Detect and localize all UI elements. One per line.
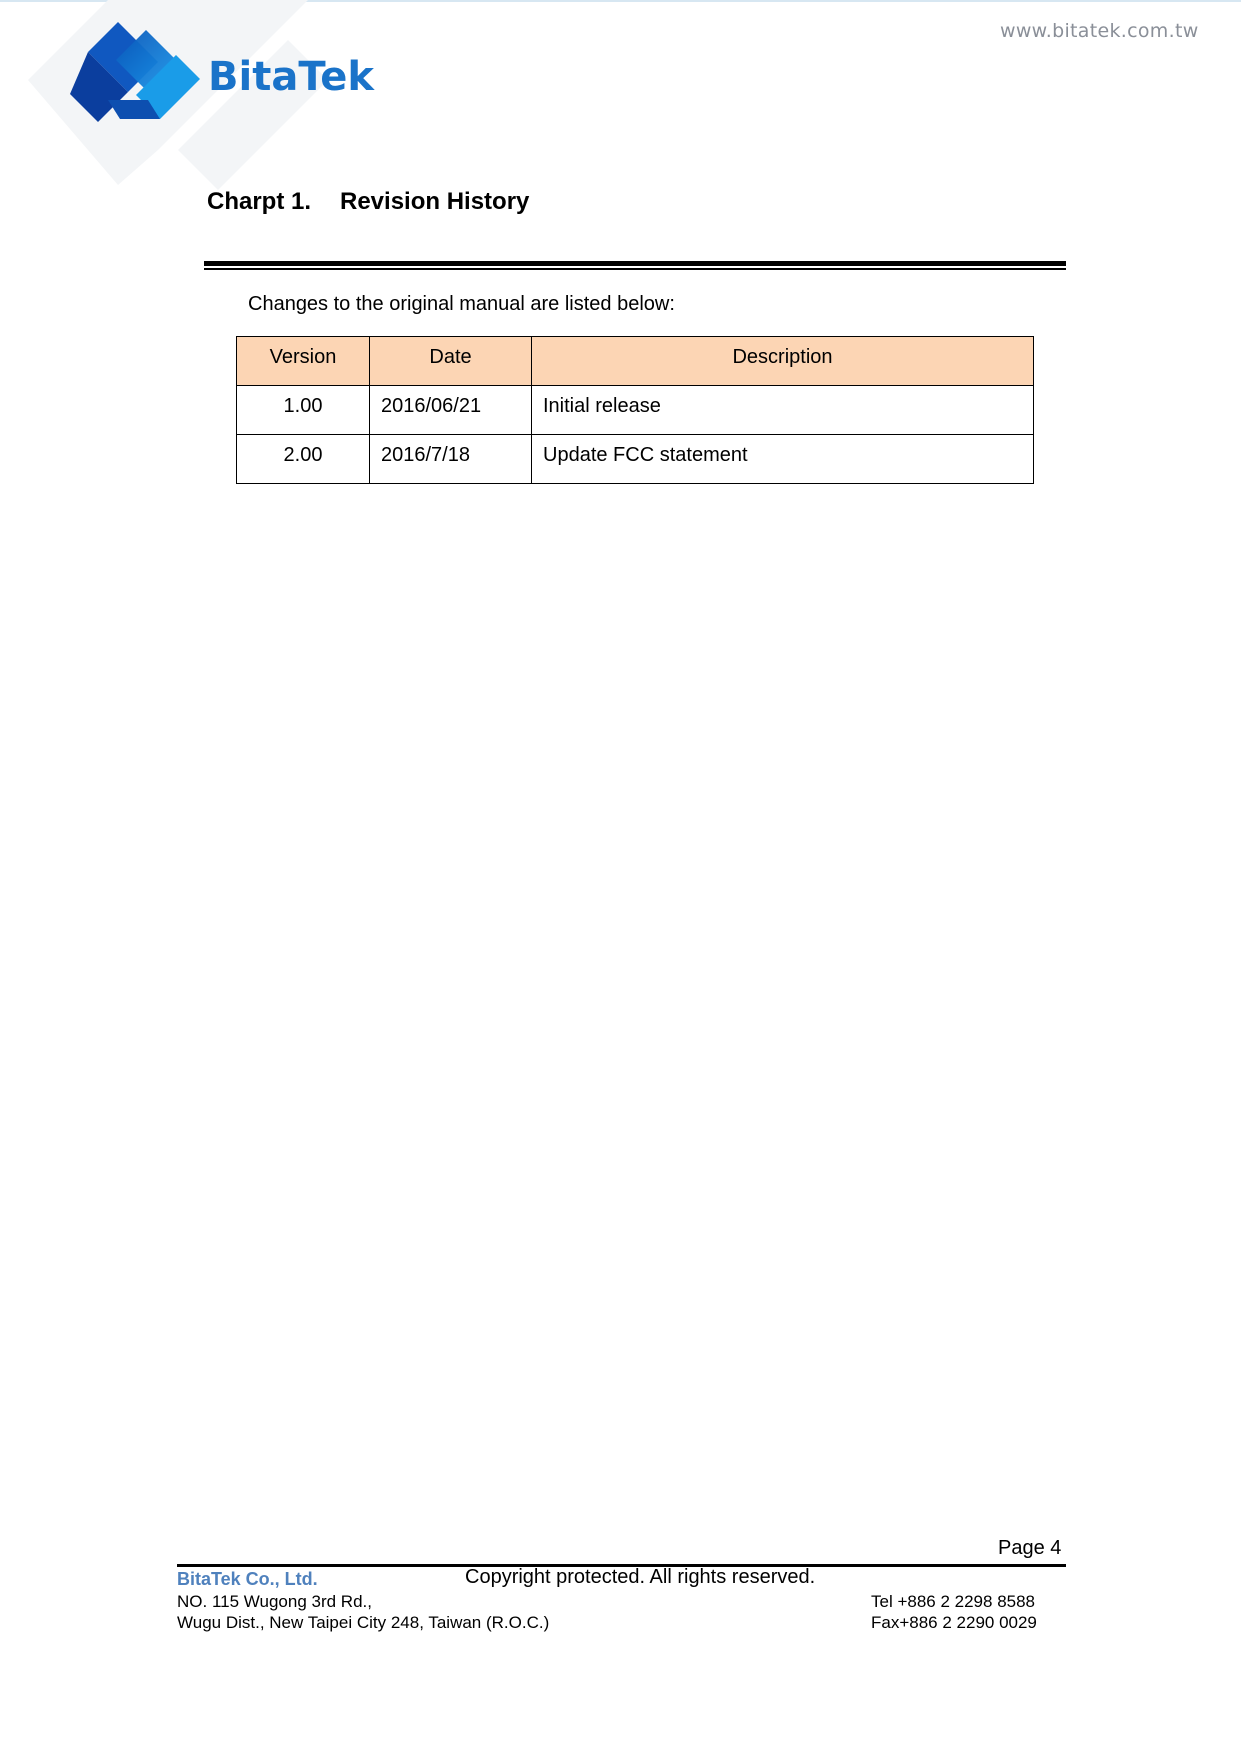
cell-version: 1.00 xyxy=(237,386,370,435)
chapter-heading: Revision History xyxy=(340,188,530,215)
company-logo xyxy=(28,0,380,190)
table-row xyxy=(237,386,1034,435)
table-row xyxy=(237,435,1034,484)
cell-description: Update FCC statement xyxy=(532,435,1034,484)
cell-date: 2016/7/18 xyxy=(370,435,532,484)
revision-table xyxy=(236,336,1034,484)
cell-date: 2016/06/21 xyxy=(370,386,532,435)
footer-address-line1: NO. 115 Wugong 3rd Rd., xyxy=(177,1592,372,1611)
intro-text: Changes to the original manual are listed below: xyxy=(248,293,675,315)
footer-copyright: Copyright protected. All rights reserved. xyxy=(465,1566,816,1588)
column-header-version: Version xyxy=(237,337,370,386)
chapter-title xyxy=(207,188,529,216)
page-number: Page 4 xyxy=(998,1537,1062,1559)
footer-company: BitaTek Co., Ltd. xyxy=(177,1569,318,1589)
site-url: www.bitatek.com.tw xyxy=(1000,20,1199,42)
logo-text: BitaTek xyxy=(208,54,375,100)
title-double-rule xyxy=(204,261,1066,270)
footer-tel: Tel +886 2 2298 8588 xyxy=(871,1592,1036,1611)
footer-address-line2: Wugu Dist., New Taipei City 248, Taiwan (R.O.C.) xyxy=(177,1613,550,1632)
footer-fax: Fax+886 2 2290 0029 xyxy=(871,1613,1037,1632)
chapter-number: Charpt 1. xyxy=(207,188,312,215)
cell-version: 2.00 xyxy=(237,435,370,484)
table-header-row xyxy=(237,337,1034,386)
column-header-date: Date xyxy=(370,337,532,386)
column-header-description: Description xyxy=(532,337,1034,386)
cell-description: Initial release xyxy=(532,386,1034,435)
